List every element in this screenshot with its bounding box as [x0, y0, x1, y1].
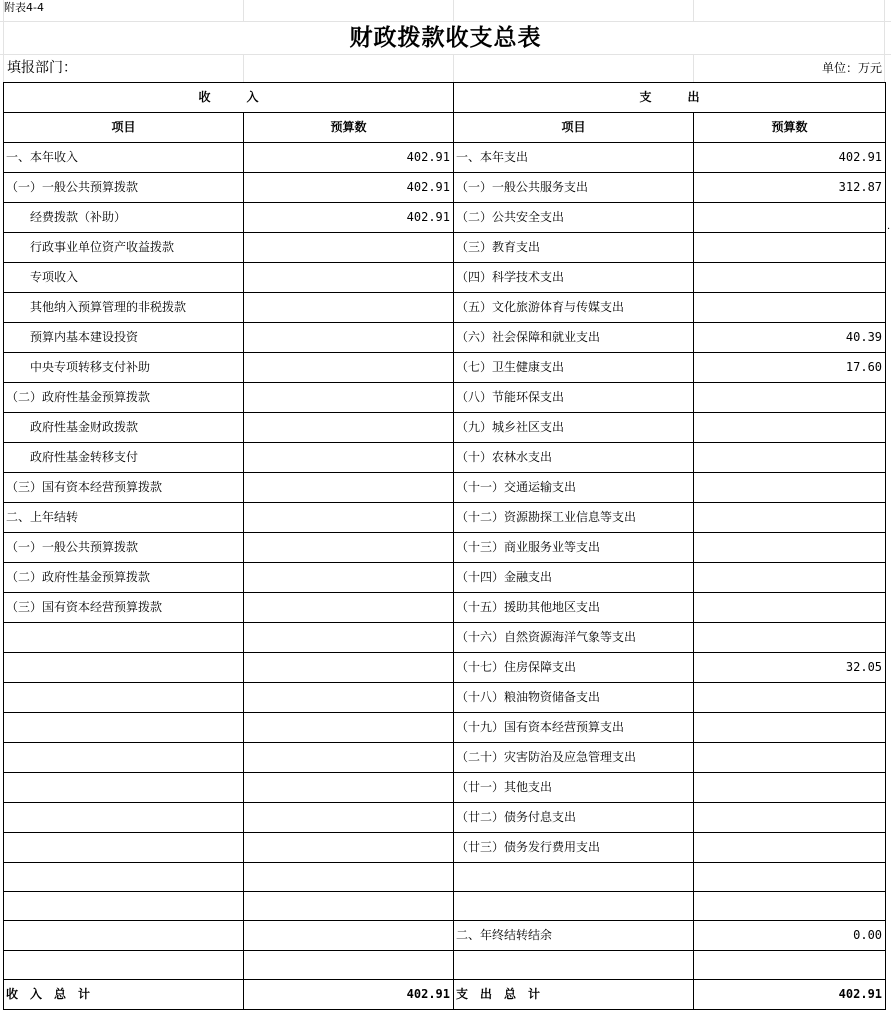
table-row [4, 892, 886, 921]
income-item-cell: （二）政府性基金预算拨款 [4, 383, 244, 413]
income-item-cell: 一、本年收入 [4, 143, 244, 173]
expense-total-label: 支 出 总 计 [454, 980, 694, 1010]
expense-section-header: 支 出 [454, 83, 886, 113]
expense-value-cell [694, 713, 886, 743]
table-row [4, 533, 886, 563]
expense-item-cell: （十六）自然资源海洋气象等支出 [454, 623, 694, 653]
expense-value-cell [694, 892, 886, 921]
income-value-cell: 402.91 [244, 203, 454, 233]
income-item-cell: （二）政府性基金预算拨款 [4, 563, 244, 593]
expense-item-cell [454, 863, 694, 892]
income-value-cell [244, 383, 454, 413]
margin-mark: . [887, 221, 891, 232]
income-value-cell [244, 353, 454, 383]
attachment-number: 附表4-4 [4, 1, 44, 14]
income-value-cell [244, 951, 454, 980]
income-item-cell [4, 951, 244, 980]
expense-item-cell: （十）农林水支出 [454, 443, 694, 473]
income-value-cell [244, 533, 454, 563]
income-value-cell [244, 263, 454, 293]
expense-item-header: 项目 [454, 113, 694, 143]
table-row [4, 293, 886, 323]
income-value-cell [244, 803, 454, 833]
expense-item-cell: （十五）援助其他地区支出 [454, 593, 694, 623]
table-row [4, 863, 886, 892]
expense-item-cell: （九）城乡社区支出 [454, 413, 694, 443]
expense-value-cell [694, 473, 886, 503]
income-value-cell [244, 863, 454, 892]
income-item-cell [4, 653, 244, 683]
expense-item-cell: （廿三）债务发行费用支出 [454, 833, 694, 863]
expense-item-cell: （四）科学技术支出 [454, 263, 694, 293]
expense-value-cell: 312.87 [694, 173, 886, 203]
income-item-cell [4, 863, 244, 892]
expense-value-cell [694, 503, 886, 533]
income-value-cell [244, 713, 454, 743]
expense-value-cell [694, 803, 886, 833]
table-row [4, 563, 886, 593]
expense-value-cell [694, 293, 886, 323]
table-row [4, 383, 886, 413]
table-row [4, 263, 886, 293]
expense-value-cell [694, 833, 886, 863]
expense-item-cell: （十八）粮油物资储备支出 [454, 683, 694, 713]
expense-item-cell: （五）文化旅游体育与传媒支出 [454, 293, 694, 323]
income-value-cell [244, 833, 454, 863]
income-item-cell: 行政事业单位资产收益拨款 [4, 233, 244, 263]
income-item-cell [4, 743, 244, 773]
table-row [4, 803, 886, 833]
expense-item-cell: 二、年终结转结余 [454, 921, 694, 951]
expense-item-cell: （八）节能环保支出 [454, 383, 694, 413]
table-row [4, 473, 886, 503]
department-label: 填报部门： [7, 60, 77, 76]
income-item-cell [4, 892, 244, 921]
table-row [4, 323, 886, 353]
income-value-cell [244, 773, 454, 803]
expense-value-cell [694, 623, 886, 653]
table-row [4, 173, 886, 203]
income-value-cell [244, 503, 454, 533]
expense-value-cell: 402.91 [694, 143, 886, 173]
budget-table [3, 82, 886, 1010]
income-value-cell [244, 233, 454, 263]
income-value-cell [244, 473, 454, 503]
income-value-cell [244, 413, 454, 443]
income-item-cell: 专项收入 [4, 263, 244, 293]
income-item-cell [4, 921, 244, 951]
expense-item-cell: （三）教育支出 [454, 233, 694, 263]
section-header-row [4, 83, 886, 113]
income-value-cell [244, 892, 454, 921]
income-item-cell: 政府性基金财政拨款 [4, 413, 244, 443]
income-item-cell [4, 833, 244, 863]
income-item-cell: 预算内基本建设投资 [4, 323, 244, 353]
expense-value-cell [694, 863, 886, 892]
page-title: 财政拨款收支总表 [349, 24, 542, 51]
income-item-header: 项目 [4, 113, 244, 143]
table-row [4, 921, 886, 951]
income-value-cell: 402.91 [244, 173, 454, 203]
expense-value-cell [694, 263, 886, 293]
income-value-cell [244, 593, 454, 623]
table-row [4, 773, 886, 803]
income-item-cell: （三）国有资本经营预算拨款 [4, 473, 244, 503]
table-row [4, 713, 886, 743]
expense-item-cell: （十三）商业服务业等支出 [454, 533, 694, 563]
expense-value-cell [694, 683, 886, 713]
expense-value-cell [694, 563, 886, 593]
table-row [4, 233, 886, 263]
expense-item-cell: （廿一）其他支出 [454, 773, 694, 803]
income-value-cell [244, 443, 454, 473]
expense-item-cell: 一、本年支出 [454, 143, 694, 173]
expense-item-cell: （十二）资源勘探工业信息等支出 [454, 503, 694, 533]
income-section-header: 收 入 [4, 83, 454, 113]
expense-value-cell [694, 233, 886, 263]
table-row [4, 413, 886, 443]
expense-item-cell: （二十）灾害防治及应急管理支出 [454, 743, 694, 773]
income-value-cell [244, 743, 454, 773]
expense-budget-header: 预算数 [694, 113, 886, 143]
income-item-cell: （三）国有资本经营预算拨款 [4, 593, 244, 623]
column-header-row [4, 113, 886, 143]
expense-value-cell: 17.60 [694, 353, 886, 383]
income-value-cell: 402.91 [244, 143, 454, 173]
expense-item-cell [454, 951, 694, 980]
table-row [4, 143, 886, 173]
expense-item-cell [454, 892, 694, 921]
expense-value-cell: 0.00 [694, 921, 886, 951]
income-value-cell [244, 323, 454, 353]
income-item-cell: 其他纳入预算管理的非税拨款 [4, 293, 244, 323]
expense-item-cell: （十一）交通运输支出 [454, 473, 694, 503]
income-item-cell: 二、上年结转 [4, 503, 244, 533]
income-item-cell: 政府性基金转移支付 [4, 443, 244, 473]
expense-value-cell [694, 593, 886, 623]
income-budget-header: 预算数 [244, 113, 454, 143]
income-total-label: 收 入 总 计 [4, 980, 244, 1010]
table-row [4, 653, 886, 683]
expense-item-cell: （十九）国有资本经营预算支出 [454, 713, 694, 743]
table-row [4, 683, 886, 713]
table-row [4, 623, 886, 653]
expense-value-cell: 40.39 [694, 323, 886, 353]
expense-value-cell [694, 413, 886, 443]
table-row [4, 443, 886, 473]
expense-item-cell: （一）一般公共服务支出 [454, 173, 694, 203]
income-item-cell [4, 683, 244, 713]
income-item-cell: 中央专项转移支付补助 [4, 353, 244, 383]
table-row [4, 743, 886, 773]
table-row [4, 203, 886, 233]
table-row [4, 503, 886, 533]
expense-item-cell: （六）社会保障和就业支出 [454, 323, 694, 353]
expense-value-cell [694, 383, 886, 413]
expense-value-cell [694, 951, 886, 980]
expense-item-cell: （七）卫生健康支出 [454, 353, 694, 383]
income-item-cell [4, 803, 244, 833]
table-row [4, 353, 886, 383]
expense-value-cell [694, 533, 886, 563]
income-item-cell: （一）一般公共预算拨款 [4, 533, 244, 563]
total-row [4, 980, 886, 1010]
expense-item-cell: （十七）住房保障支出 [454, 653, 694, 683]
income-value-cell [244, 683, 454, 713]
expense-item-cell: （廿二）债务付息支出 [454, 803, 694, 833]
income-value-cell [244, 653, 454, 683]
income-total-value: 402.91 [244, 980, 454, 1010]
table-row [4, 951, 886, 980]
table-row [4, 593, 886, 623]
income-value-cell [244, 921, 454, 951]
expense-value-cell [694, 203, 886, 233]
income-item-cell: 经费拨款（补助） [4, 203, 244, 233]
income-value-cell [244, 623, 454, 653]
expense-value-cell: 32.05 [694, 653, 886, 683]
income-item-cell [4, 773, 244, 803]
income-item-cell [4, 713, 244, 743]
income-value-cell [244, 563, 454, 593]
expense-value-cell [694, 773, 886, 803]
unit-label: 单位：万元 [821, 61, 882, 75]
income-item-cell [4, 623, 244, 653]
income-value-cell [244, 293, 454, 323]
expense-item-cell: （二）公共安全支出 [454, 203, 694, 233]
expense-total-value: 402.91 [694, 980, 886, 1010]
expense-value-cell [694, 743, 886, 773]
income-item-cell: （一）一般公共预算拨款 [4, 173, 244, 203]
table-row [4, 833, 886, 863]
expense-value-cell [694, 443, 886, 473]
expense-item-cell: （十四）金融支出 [454, 563, 694, 593]
